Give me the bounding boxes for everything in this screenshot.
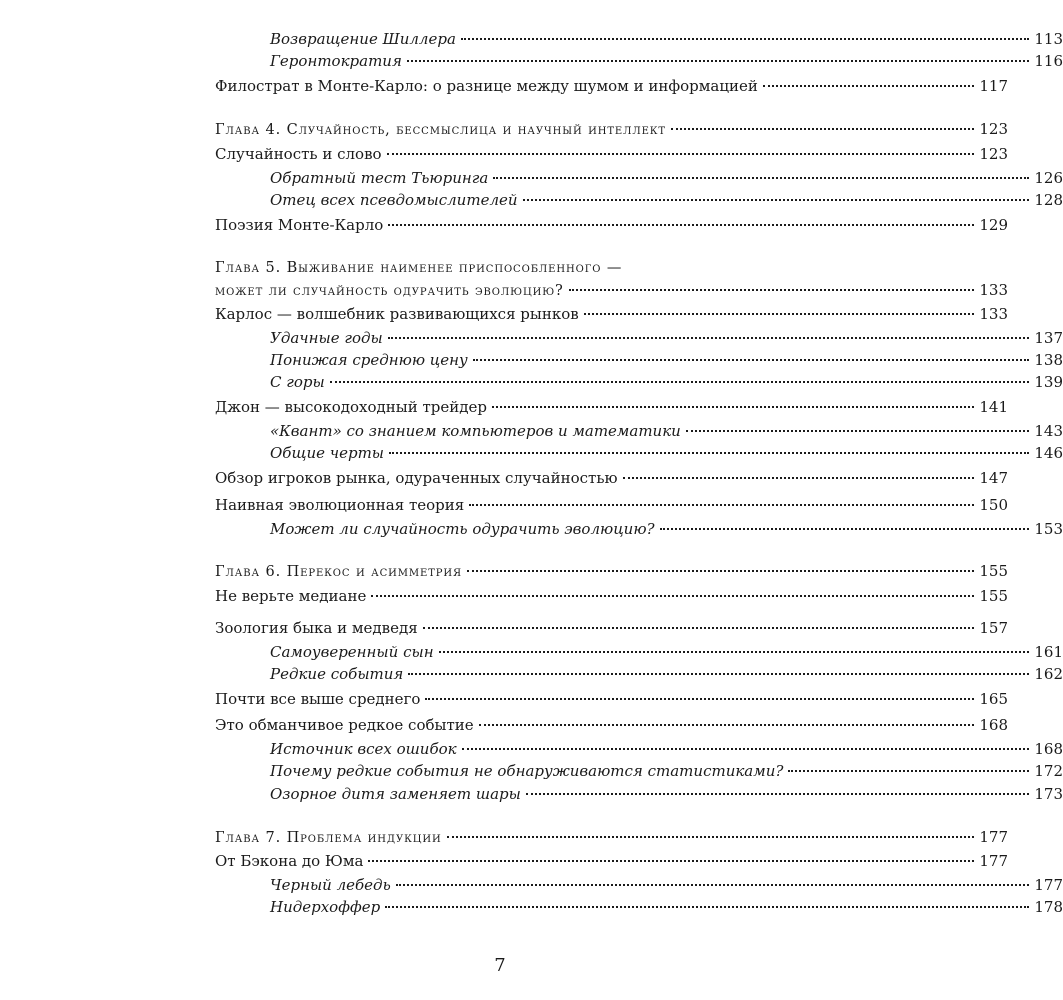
dot-leader [569,289,975,291]
entry-page-number: 155 [979,587,1008,605]
toc-section-entry [0,714,1008,736]
entry-title: «Квант» со знанием компьютеров и математики [270,422,681,440]
dot-leader [469,504,974,506]
dot-leader [686,430,1030,432]
entry-page-number: 116 [1034,52,1063,70]
toc-subsection-entry [0,50,1063,72]
dot-leader [439,651,1030,653]
entry-page-number: 161 [1034,643,1063,661]
entry-title: Обратный тест Тьюринга [270,169,489,187]
entry-page-number: 143 [1034,422,1063,440]
dot-leader [462,748,1030,750]
entry-title: Возвращение Шиллера [270,30,456,48]
entry-title: Зоология быка и медведя [215,619,418,637]
entry-page-number: 177 [1034,876,1063,894]
dot-leader [388,337,1030,339]
entry-page-number: 128 [1034,191,1063,209]
entry-title: Это обманчивое редкое событие [215,716,474,734]
entry-page-number: 141 [979,398,1008,416]
toc-subsection-entry [0,641,1063,663]
toc-section-entry [0,617,1008,639]
dot-leader [396,884,1030,886]
toc-subsection-entry [0,167,1063,189]
toc-subsection-entry [0,349,1063,371]
toc-subsection-entry [0,327,1063,349]
dot-leader [387,153,975,155]
entry-title: Глава 4. Случайность, бессмыслица и научный интеллект [215,122,667,138]
entry-page-number: 153 [1034,520,1063,538]
entry-title: Понижая среднюю цену [270,351,468,369]
dot-leader [461,38,1029,40]
entry-title: Не верьте медиане [215,587,367,605]
entry-page-number: 133 [979,305,1008,323]
entry-page-number: 117 [979,77,1008,95]
entry-page-number: 146 [1034,444,1063,462]
toc-subsection-entry [0,189,1063,211]
entry-page-number: 173 [1034,785,1063,803]
entry-page-number: 123 [979,145,1008,163]
toc-subsection-entry [0,738,1063,760]
entry-title: Глава 6. Перекос и асимметрия [215,564,463,580]
entry-page-number: 133 [979,281,1008,299]
toc-subsection-entry [0,442,1063,464]
entry-page-number: 168 [1034,740,1063,758]
dot-leader [623,477,975,479]
toc-chapter-entry [0,560,1008,583]
entry-page-number: 177 [979,828,1008,846]
toc-subsection-entry [0,663,1063,685]
toc-chapter-entry [0,826,1008,849]
dot-leader [368,860,974,862]
dot-leader [526,793,1030,795]
entry-page-number: 138 [1034,351,1063,369]
toc-subsection-entry [0,760,1063,782]
entry-page-number: 155 [979,562,1008,580]
toc-section-entry [0,850,1008,872]
dot-leader [473,359,1030,361]
entry-page-number: 150 [979,496,1008,514]
toc-section-entry [0,585,1008,607]
toc-chapter-entry [0,118,1008,141]
toc-subsection-entry [0,371,1063,393]
entry-title: Глава 7. Проблема индукции [215,830,442,846]
chapter-heading: Глава 5. Выживание наименее приспособленного — [215,260,623,276]
dot-leader [584,313,975,315]
entry-title: Редкие события [270,665,404,683]
page-number: 7 [494,955,506,976]
entry-title: Случайность и слово [215,145,382,163]
toc-subsection-entry [0,896,1063,918]
entry-title: Удачные годы [270,329,383,347]
toc-subsection-entry [0,518,1063,540]
dot-leader [425,698,974,700]
entry-title: Почему редкие события не обнаруживаются статистиками? [270,762,784,780]
dot-leader [660,528,1030,530]
toc-section-entry [0,494,1008,516]
dot-leader [385,906,1029,908]
dot-leader [407,60,1029,62]
toc-section-entry [0,143,1008,165]
entry-page-number: 126 [1034,169,1063,187]
dot-leader [388,224,974,226]
entry-title: С горы [270,373,325,391]
entry-title: Черный лебедь [270,876,391,894]
entry-title: Может ли случайность одурачить эволюцию? [270,520,655,538]
toc-section-entry [0,688,1008,710]
entry-page-number: 177 [979,852,1008,870]
dot-leader [423,627,975,629]
dot-leader [493,177,1029,179]
toc-subsection-entry [0,783,1063,805]
entry-page-number: 168 [979,716,1008,734]
dot-leader [447,836,975,838]
entry-page-number: 139 [1034,373,1063,391]
entry-page-number: 123 [979,120,1008,138]
dot-leader [371,595,974,597]
dot-leader [389,452,1029,454]
dot-leader [408,673,1029,675]
toc-section-entry [0,303,1008,325]
dot-leader [479,724,975,726]
toc-subsection-entry [0,28,1063,50]
toc-section-entry [0,75,1008,97]
entry-page-number: 137 [1034,329,1063,347]
entry-title: Наивная эволюционная теория [215,496,465,514]
entry-title: Источник всех ошибок [270,740,457,758]
entry-title: Самоуверенный сын [270,643,434,661]
dot-leader [788,770,1029,772]
entry-title: Карлос — волшебник развивающихся рынков [215,305,579,323]
toc-section-entry [0,396,1008,418]
dot-leader [523,199,1030,201]
toc-subsection-entry [0,874,1063,896]
toc-section-entry [0,214,1008,236]
dot-leader [763,85,975,87]
toc-subsection-entry [0,420,1063,442]
entry-page-number: 157 [979,619,1008,637]
dot-leader [467,570,974,572]
toc-section-entry [0,467,1008,489]
entry-title: Отец всех псевдомыслителей [270,191,518,209]
entry-page-number: 147 [979,469,1008,487]
entry-title: Поэзия Монте-Карло [215,216,384,234]
entry-title: Джон — высокодоходный трейдер [215,398,487,416]
entry-page-number: 113 [1034,30,1063,48]
toc-chapter-entry [0,279,1008,302]
entry-title: От Бэкона до Юма [215,852,364,870]
entry-page-number: 165 [979,690,1008,708]
entry-title: может ли случайность одурачить эволюцию? [215,283,564,299]
dot-leader [671,128,974,130]
entry-title: Общие черты [270,444,385,462]
entry-title: Обзор игроков рынка, одураченных случайностью [215,469,618,487]
entry-page-number: 129 [979,216,1008,234]
entry-title: Нидерхоффер [270,898,381,916]
entry-title: Озорное дитя заменяет шары [270,785,521,803]
entry-page-number: 172 [1034,762,1063,780]
entry-title: Филострат в Монте-Карло: о разнице между шумом и информацией [215,77,758,95]
entry-page-number: 162 [1034,665,1063,683]
entry-page-number: 178 [1034,898,1063,916]
entry-title: Геронтократия [270,52,402,70]
dot-leader [492,406,974,408]
dot-leader [330,381,1030,383]
entry-title: Почти все выше среднего [215,690,421,708]
